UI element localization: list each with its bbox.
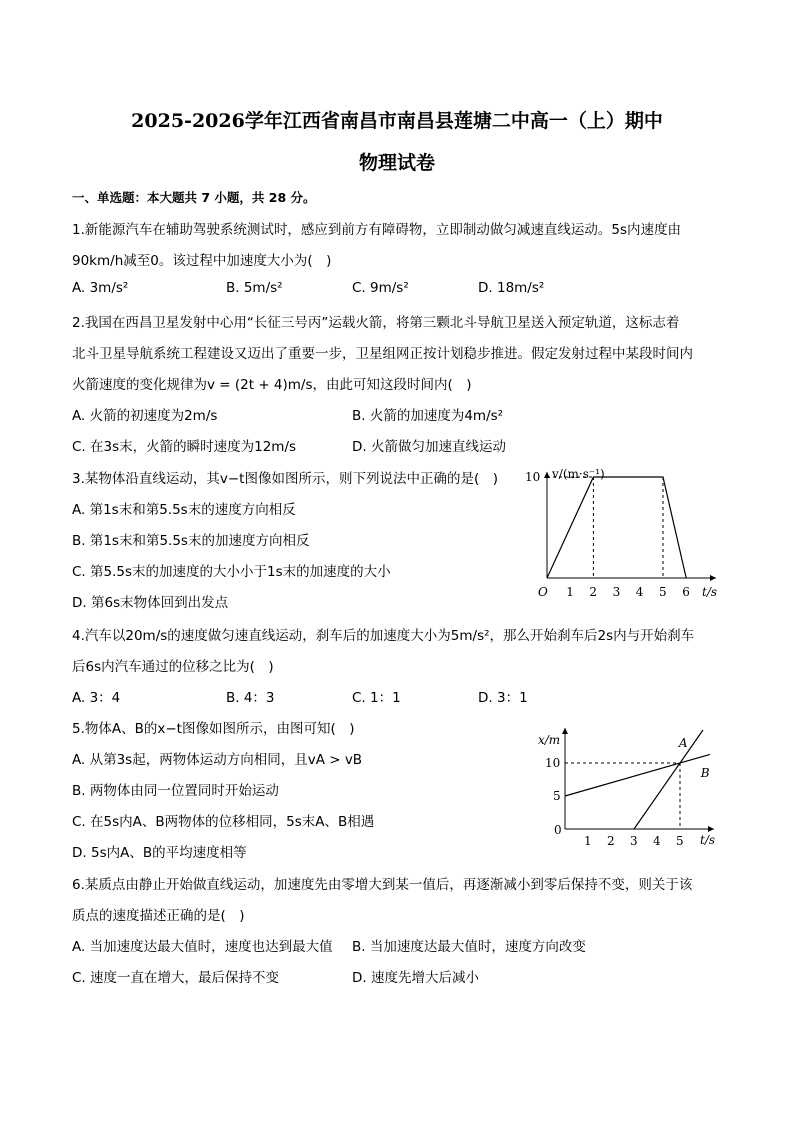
- q5-option-c: C. 在5s内A、B两物体的位移相同，5s末A、B相遇: [72, 814, 375, 830]
- q4-option-a: A. 3：4: [72, 690, 121, 706]
- vt-y-label: v/(m·s⁻¹): [552, 467, 605, 481]
- q1-option-c: C. 9m/s²: [352, 280, 409, 296]
- q5-option-d: D. 5s内A、B的平均速度相等: [72, 845, 247, 861]
- xt-label-b: B: [700, 765, 710, 780]
- exam-title-line2: 物理试卷: [358, 152, 435, 174]
- q2-line2: 北斗卫星导航系统工程建设又迈出了重要一步，卫星组网正按计划稳步推进。假定发射过程中某段时间内: [72, 346, 693, 362]
- q2-option-a: A. 火箭的初速度为2m/s: [72, 408, 218, 424]
- q1-line2: 90km/h减至0。该过程中加速度大小为( ): [72, 253, 332, 269]
- vt-graph: [520, 460, 730, 610]
- xt-x-tick-5: 5: [676, 834, 684, 848]
- vt-x-label: t/s: [702, 585, 718, 599]
- q3-option-d: D. 第6s末物体回到出发点: [72, 595, 229, 611]
- vt-x-tick-6: 6: [682, 585, 690, 599]
- section-heading: 一、单选题：本大题共 7 小题，共 28 分。: [72, 190, 316, 205]
- q2-line3: 火箭速度的变化规律为v = (2t + 4)m/s，由此可知这段时间内( ): [72, 377, 472, 393]
- q1-option-a: A. 3m/s²: [72, 280, 129, 296]
- xt-x-tick-1: 1: [584, 834, 592, 848]
- q6-line2: 质点的速度描述正确的是( ): [72, 908, 245, 924]
- xt-x-tick-2: 2: [607, 834, 615, 848]
- xt-x-tick-4: 4: [653, 834, 661, 848]
- vt-series-line: [547, 477, 686, 578]
- q3-option-a: A. 第1s末和第5.5s末的速度方向相反: [72, 502, 296, 518]
- q2-option-c: C. 在3s末，火箭的瞬时速度为12m/s: [72, 439, 297, 455]
- q6-option-a: A. 当加速度达最大值时，速度也达到最大值: [72, 939, 333, 955]
- q6-option-c: C. 速度一直在增大，最后保持不变: [72, 970, 280, 986]
- xt-label-a: A: [678, 736, 688, 751]
- q2-option-b: B. 火箭的加速度为4m/s²: [352, 408, 504, 424]
- xt-y-label: x/m: [538, 733, 561, 747]
- vt-x-tick-2: 2: [589, 585, 598, 599]
- q6-line1: 6.某质点由静止开始做直线运动，加速度先由零增大到某一值后，再逐渐减小到零后保持不变，则关于该: [72, 877, 693, 893]
- q4-line1: 4.汽车以20m/s的速度做匀速直线运动，刹车后的加速度大小为5m/s²，那么开始刹车后2s内与开始刹车: [72, 628, 695, 644]
- q3-option-c: C. 第5.5s末的加速度的大小小于1s末的加速度的大小: [72, 564, 391, 580]
- vt-x-tick-5: 5: [659, 585, 667, 599]
- q4-line2: 后6s内汽车通过的位移之比为( ): [72, 659, 274, 675]
- vt-origin: O: [538, 585, 548, 599]
- q5-stem: 5.物体A、B的x−t图像如图所示，由图可知( ): [72, 721, 355, 737]
- q3-stem: 3.某物体沿直线运动，其v−t图像如图所示，则下列说法中正确的是( ): [72, 471, 499, 487]
- exam-title-line1: 2025-2026学年江西省南昌市南昌县莲塘二中高一（上）期中: [131, 110, 663, 132]
- q6-option-b: B. 当加速度达最大值时，速度方向改变: [352, 939, 586, 955]
- q4-option-d: D. 3：1: [478, 690, 528, 706]
- q2-line1: 2.我国在西昌卫星发射中心用“长征三号丙”运载火箭，将第三颗北斗导航卫星送入预定轨道，这标志着: [72, 315, 680, 331]
- xt-graph: [530, 716, 740, 856]
- q5-option-b: B. 两物体由同一位置同时开始运动: [72, 783, 279, 799]
- xt-y-tick-10: 10: [545, 756, 561, 770]
- q4-option-b: B. 4：3: [226, 690, 275, 706]
- q1-line1: 1.新能源汽车在辅助驾驶系统测试时，感应到前方有障碍物，立即制动做匀减速直线运动。5s内速度由: [72, 222, 682, 238]
- xt-x-tick-3: 3: [630, 834, 638, 848]
- q5-option-a: A. 从第3s起，两物体运动方向相同，且vA > vB: [72, 752, 363, 768]
- q1-option-d: D. 18m/s²: [478, 280, 545, 296]
- vt-x-tick-1: 1: [566, 585, 574, 599]
- q6-option-d: D. 速度先增大后减小: [352, 970, 479, 986]
- q3-option-b: B. 第1s末和第5.5s末的加速度方向相反: [72, 533, 310, 549]
- q2-option-d: D. 火箭做匀加速直线运动: [352, 439, 506, 455]
- xt-series-b: [565, 754, 710, 796]
- vt-x-tick-4: 4: [635, 585, 644, 599]
- vt-x-tick-3: 3: [612, 585, 621, 599]
- xt-y-tick-5: 5: [553, 789, 561, 803]
- q1-option-b: B. 5m/s²: [226, 280, 283, 296]
- xt-series-a: [634, 730, 703, 829]
- xt-origin: 0: [554, 823, 562, 837]
- vt-y-tick-10: 10: [525, 470, 541, 484]
- xt-x-label: t/s: [700, 833, 716, 847]
- q4-option-c: C. 1：1: [352, 690, 401, 706]
